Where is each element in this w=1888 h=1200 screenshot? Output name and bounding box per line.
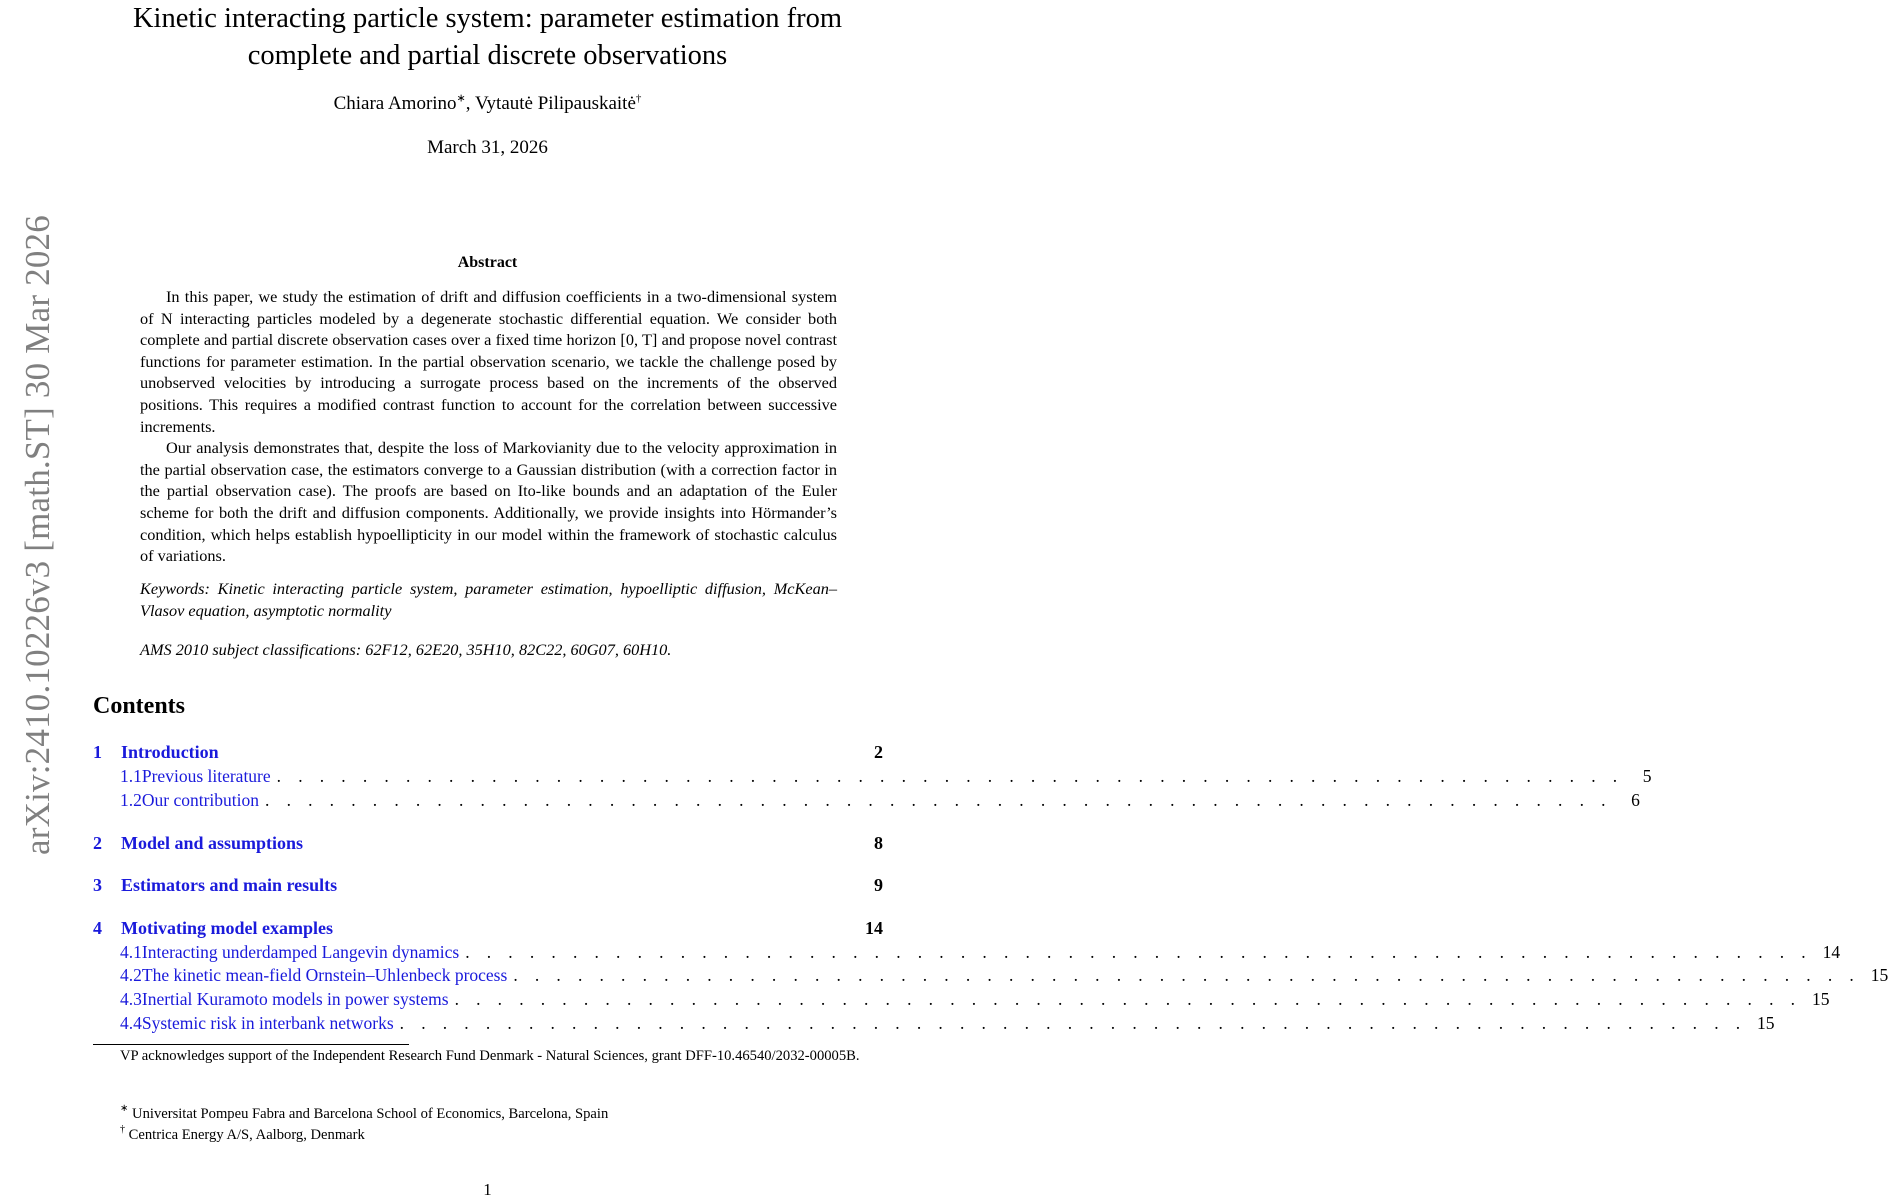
title-line-1: Kinetic interacting particle system: parameter estimation from — [132, 3, 843, 34]
toc-link[interactable]: Interacting underdamped Langevin dynamics — [141, 942, 460, 962]
abstract-heading: Abstract — [457, 254, 518, 271]
toc-number[interactable]: 4.1 — [120, 942, 142, 962]
toc-entry-1-1[interactable] — [93, 765, 1652, 787]
author-2-mark: † — [635, 92, 642, 105]
toc-number[interactable]: 3 — [93, 875, 102, 895]
toc-page[interactable]: 2 — [874, 742, 883, 762]
toc-leader-dots: . . . . . . . . . . . . . . . . . . . . . . . . . . . . . . . . . . . . . . . . . . . . . . . . . . . . . . . . . . . . . . . — [513, 965, 1861, 985]
contents-heading: Contents — [93, 693, 186, 719]
paper-date: March 31, 2026 — [427, 137, 548, 158]
toc-leader-dots: . . . . . . . . . . . . . . . . . . . . . . . . . . . . . . . . . . . . . . . . . . . . . . . . . . . . . . . . . . . . . . . — [465, 942, 1813, 962]
toc-number[interactable]: 1.2 — [120, 790, 142, 810]
toc-entry-4[interactable] — [93, 917, 883, 939]
footnote-funding — [93, 1046, 883, 1066]
toc-page[interactable]: 15 — [1757, 1013, 1775, 1033]
toc-leader-dots: . . . . . . . . . . . . . . . . . . . . . . . . . . . . . . . . . . . . . . . . . . . . . . . . . . . . . . . . . . . . . . . — [454, 989, 1802, 1009]
toc-page[interactable]: 15 — [1811, 989, 1830, 1009]
toc-leader-dots: . . . . . . . . . . . . . . . . . . . . . . . . . . . . . . . . . . . . . . . . . . . . . . . . . . . . . . . . . . . . . . . — [399, 1013, 1747, 1033]
toc-number[interactable]: 2 — [93, 833, 102, 853]
footnote-1 — [93, 1104, 883, 1124]
toc-page[interactable]: 9 — [874, 875, 883, 895]
toc-page[interactable]: 8 — [874, 833, 883, 853]
footnote-2 — [93, 1125, 883, 1145]
abstract-body — [140, 286, 837, 567]
toc-page[interactable]: 14 — [1822, 942, 1841, 962]
toc-link[interactable]: Inertial Kuramoto models in power systems — [141, 989, 449, 1009]
toc-number[interactable]: 4 — [93, 918, 102, 938]
toc-link[interactable]: Estimators and main results — [121, 875, 338, 895]
footnote-funding-text: VP acknowledges support of the Independent Research Fund Denmark - Natural Sciences, grant DFF-10.46540/2032-00005B. — [120, 1048, 860, 1064]
page-number: 1 — [483, 1180, 492, 1199]
toc-link[interactable]: Introduction — [121, 742, 219, 762]
toc-page[interactable]: 15 — [1870, 965, 1888, 985]
keywords: Keywords: Kinetic interacting particle system, parameter estimation, hypoelliptic diffusion, McKean–Vlasov equation, asymptotic normality — [140, 579, 837, 620]
footnote-1-mark: ∗ — [120, 1103, 129, 1114]
footnote-2-text: Centrica Energy A/S, Aalborg, Denmark — [128, 1127, 365, 1143]
title-line-2: complete and partial discrete observations — [247, 40, 728, 71]
abstract-paragraph-1: In this paper, we study the estimation of drift and diffusion coefficients in a two-dimensional system of N interacting particles modeled by a degenerate stochastic differential equation. We consider both complete and partial discrete observation cases over a fixed time horizon [0, T] and propose novel contrast functions for parameter estimation. In the partial observation scenario, we tackle the challenge posed by unobserved velocities by introducing a surrogate process based on the increments of the observed positions. This requires a modified contrast function to account for the correlation between successive increments. — [140, 287, 837, 436]
arxiv-stamp: arXiv:2410.10226v3 [math.ST] 30 Mar 2026 — [18, 215, 57, 855]
toc-number[interactable]: 4.3 — [120, 989, 142, 1009]
footnote-rule — [93, 1044, 409, 1045]
toc-page[interactable]: 14 — [865, 918, 883, 938]
toc-link[interactable]: Our contribution — [141, 790, 260, 810]
ams-classification: AMS 2010 subject classifications: 62F12, 62E20, 35H10, 82C22, 60G07, 60H10. — [140, 640, 672, 659]
toc-entry-1-2[interactable] — [93, 789, 1640, 811]
toc-link[interactable]: The kinetic mean-field Ornstein–Uhlenbeck process — [141, 965, 508, 985]
toc-entry-1[interactable] — [93, 741, 883, 763]
author-1: Chiara Amorino — [333, 93, 457, 114]
toc-entry-4-1[interactable] — [93, 941, 1841, 963]
toc-leader-dots: . . . . . . . . . . . . . . . . . . . . . . . . . . . . . . . . . . . . . . . . . . . . . . . . . . . . . . . . . . . . . . . — [276, 766, 1624, 786]
toc-link[interactable]: Previous literature — [141, 766, 271, 786]
toc-entry-4-3[interactable] — [93, 988, 1830, 1010]
toc-link[interactable]: Model and assumptions — [121, 833, 304, 853]
toc-entry-2[interactable] — [93, 832, 883, 854]
paper-title — [80, 0, 895, 74]
author-1-mark: ∗ — [456, 92, 466, 105]
toc-entry-4-2[interactable] — [93, 964, 1888, 986]
author-2: Vytautė Pilipauskaitė — [474, 93, 636, 114]
toc-page[interactable]: 5 — [1642, 766, 1652, 786]
toc-number[interactable]: 4.2 — [120, 965, 142, 985]
footnote-1-text: Universitat Pompeu Fabra and Barcelona School of Economics, Barcelona, Spain — [132, 1106, 609, 1122]
toc-link[interactable]: Systemic risk in interbank networks — [141, 1013, 394, 1033]
footnote-2-mark: † — [120, 1124, 125, 1135]
toc-entry-3[interactable] — [93, 874, 883, 896]
authors — [80, 93, 895, 115]
toc-entry-4-4[interactable] — [93, 1012, 1775, 1034]
toc-page[interactable]: 6 — [1631, 790, 1640, 810]
toc-leader-dots: . . . . . . . . . . . . . . . . . . . . . . . . . . . . . . . . . . . . . . . . . . . . . . . . . . . . . . . . . . . . . . . — [265, 790, 1612, 810]
author-separator: , — [465, 93, 475, 114]
abstract-paragraph-2: Our analysis demonstrates that, despite the loss of Markovianity due to the velocity approximation in the partial observation case, the estimators converge to a Gaussian distribution (with a correction factor in the partial observation case). The proofs are based on Ito-like bounds and an adaptation of the Euler scheme for both the drift and diffusion components. Additionally, we provide insights into Hörmander’s condition, which helps establish hypoellipticity in our model within the framework of stochastic calculus of variations. — [140, 438, 837, 566]
toc-number[interactable]: 1 — [93, 742, 102, 762]
toc-link[interactable]: Motivating model examples — [121, 918, 333, 938]
toc-number[interactable]: 4.4 — [120, 1013, 142, 1033]
toc-number[interactable]: 1.1 — [120, 766, 142, 786]
